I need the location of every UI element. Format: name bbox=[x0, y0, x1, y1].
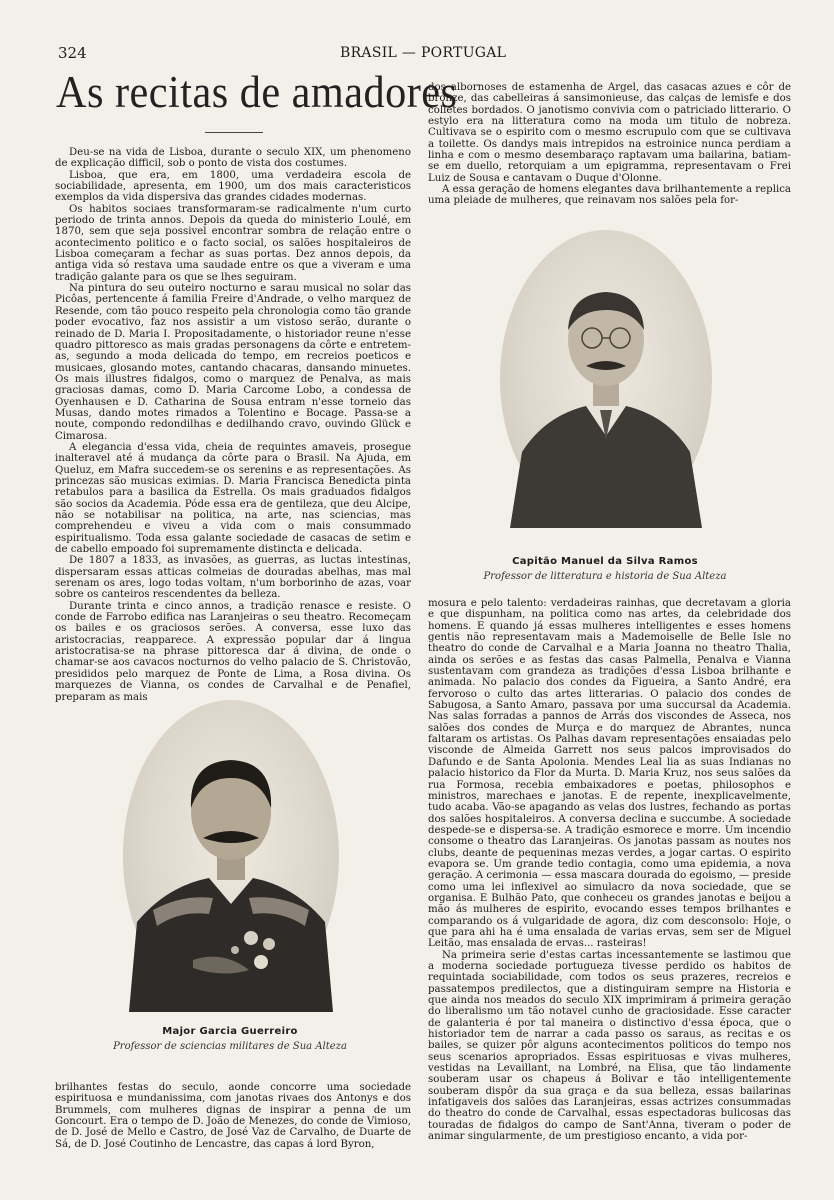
caption-role: Professor de litteratura e historia de Sua Alteza bbox=[483, 571, 727, 582]
text-column-right-top bbox=[428, 82, 791, 205]
portrait-photo-garcia-guerreiro bbox=[123, 700, 339, 1012]
portrait-caption-garcia-guerreiro bbox=[95, 1026, 365, 1052]
paragraph: Deu-se na vida de Lisboa, durante o seculo XIX, um phenomeno de explicação difficil, sob o ponto de vista dos costumes. bbox=[55, 147, 411, 170]
article-title: As recitas de amadores bbox=[56, 67, 458, 117]
text-column-left-bottom bbox=[55, 1082, 411, 1156]
paragraph: Na pintura do seu outeiro nocturno e sarau musical no solar das Picôas, pertencente á familia Freire d'Andrade, o velho marquez de Resende, com tão pouco respeito pela chronologia como tão grande poder evocativo, faz nos assistir a um vistoso serão, durante o reinado de D. Maria I. Propositadamente, o historiador reune n'esse quadro pittoresco as mais gradas personagens da côrte e entretem-as, segundo a moda delicada do tempo, em recreios poeticos e musicaes, glosando motes, cantando chacaras, dansando minuetes. Os mais illustres fidalgos, como o marquez de Penalva, as mais graciosas damas, como D. Maria Carcome Lobo, a condessa de Oyenhausen e D. Catharina de Sousa entram n'esse torneio das Musas, dando motes rimados a Tolentino e Bocage. Passa-se a noute, compondo redondilhas e dedilhando cravo, ouvindo Glück e Cimarosa. bbox=[55, 283, 411, 442]
text-column-left-top bbox=[55, 147, 411, 703]
paragraph: Os habitos sociaes transformaram-se radicalmente n'um curto periodo de trinta annos. Depois da queda do ministerio Loulé, em 1870, sem que seja possivel encontrar sombra de relação entre o acontecimento politico e o facto social, os salões hospitaleiros de Lisboa começaram a fechar as suas portas. Dez annos depois, da antiga vida só restava uma saudade entre os que a viveram e uma tradição galante para os que se lhes seguiram. bbox=[55, 203, 411, 283]
paragraph: A essa geração de homens elegantes dava brilhantemente a replica uma pleiade de mulheres, que reinavam nos salões pela for- bbox=[428, 184, 791, 207]
text-column-right-bottom bbox=[428, 598, 791, 1158]
paragraph: Durante trinta e cinco annos, a tradição renasce e resiste. O conde de Farrobo edifica nas Laranjeiras o seu theatro. Recomeçam os bailes e os graciosos serões. A conversa, esse luxo das aristocracias, reapparece. A expressão popular dar á lingua aristocratisa-se na phrase pittoresca dar á divina, de onde o chamar-se aos cavacos nocturnos do velho palacio de S. Christovão, presididos pelo marquez de Ponte de Lima, a Rosa divina. Os marquezes de Vianna, os condes de Carvalhal e de Penafiel, preparam as mais bbox=[55, 600, 411, 703]
paragraph: mosura e pelo talento: verdadeiras rainhas, que decretavam a gloria e que dispunham, na politica como nas artes, da celebridade dos homens. E quando já essas mulheres intelligentes e esses homens gentis não representavam mais a Mademoiselle de Belle Isle no theatro do conde de Carvalhal e a Maria Joanna no theatro Thalia, ainda os serões e as festas das casas Palmella, Penalva e Vianna sustentavam com grandeza as tradições d'essa Lisboa brilhante e animada. No palacio dos condes da Figueira, a Santo André, era fervoroso o culto das artes litterarias. O palacio dos condes de Sabugosa, a Santo Amaro, passava por uma succursal da Academia. Nas salas forradas a pannos de Arrás dos viscondes de Asseca, nos salões dos condes de Murça e do marquez de Abrantes, nunca faltaram os artistas. Os Palhas davam representações ensaiadas pelo visconde de Almeida Garrett nos seus palcos improvisados do Dafundo e de Santa Apolonia. Mendes Leal lia as suas Indianas no palacio historico da Flor da Murta. D. Maria Kruz, nos seus salões da rua Formosa, recebia embaixadores e poetas, philosophos e ministros, marechaes e janotas. E de repente, inexplicavelmente, tudo acaba. Vão-se apagando as velas dos lustres, fechando as portas dos salões hospitaleiros. A conversa declina e succumbe. A sociedade despede-se e dispersa-se. A tradição esmorece e morre. Um incendio consome o theatro das Laranjeiras. Os janotas passam as noutes nos clubs, deante de pequeninas mezas verdes, a jogar cartas. O espirito evapora se. Um grande tedio contagia, como uma epidemia, a nova geração. A cerimonia — essa mascara dourada do egoismo, — preside como uma lei inflexivel ao simulacro da nova sociedade, que se organisa. E Bulhão Pato, que conheceu os grandes janotas e beijou a mão ás mulheres de espirito, evocando esses tempos brilhantes e comparando os á vulgaridade de agora, diz com desconsolo: Hoje, o que para ahi ha é uma ensalada de varias ervas, sem ser de Miguel Leitão, mas ensalada de ervas... rasteiras! bbox=[428, 598, 791, 950]
paragraph: De 1807 a 1833, as invasões, as guerras, as luctas intestinas, dispersaram essas atticas colmeias de douradas abelhas, mas mal serenam os ares, logo todas voltam, n'um borborinho de azas, voar sobre os canteiros rescendentes da belleza. bbox=[55, 555, 411, 601]
paragraph: brilhantes festas do seculo, aonde concorre uma sociedade espirituosa e mundanissima, com janotas rivaes dos Antonys e dos Brummels, com mulheres dignas de inspirar a penna de um Goncourt. Era o tempo de D. João de Menezes, do conde de Vimioso, de D. José de Mello e Castro, de José Vaz de Carvalho, de Duarte de Sá, de D. José Coutinho de Lencastre, das capas á lord Byron, bbox=[55, 1082, 411, 1150]
portrait-caption-silva-ramos bbox=[470, 556, 740, 582]
paragraph: Lisboa, que era, em 1800, uma verdadeira escola de sociabilidade, apresenta, em 1900, um dos mais caracteristicos exemplos da vida dispersiva das grandes cidades modernas. bbox=[55, 169, 411, 204]
caption-name: Major Garcia Guerreiro bbox=[162, 1026, 298, 1037]
page-number: 324 bbox=[58, 44, 87, 62]
caption-name: Capitão Manuel da Silva Ramos bbox=[512, 556, 698, 567]
running-title: BRASIL — PORTUGAL bbox=[340, 45, 507, 61]
paragraph: dos albornoses de estamenha de Argel, das casacas azues e côr de bronze, das cabelleiras á sansimonieuse, das calças de lemisfe e dos colletes bordados. O janotismo convivia com o patriciado litterario. O estylo era na litteratura como na moda um titulo de nobreza. Cultivava se o espirito com o mesmo escrupulo com que se cultivava a toilette. Os dandys mais intrepidos na estroinice nunca perdiam a linha e com o mesmo desembaraço raptavam uma bailarina, batiam-se em duello, retorquiam a um epigramma, representavam o Frei Luiz de Sousa e cantavam o Duque d'Olonne. bbox=[428, 82, 791, 184]
title-rule bbox=[205, 132, 263, 133]
paragraph: Na primeira serie d'estas cartas incessantemente se lastimou que a moderna sociedade portugueza tivesse perdido os habitos de requintada sociabilidade, com todos os seus prazeres, recreios e passatempos predilectos, que a distinguiram sempre na Historia e que ainda nos meados do seculo XIX imprimiram á primeira geração do liberalismo um tão notavel cunho de graciosidade. Esse caracter de galanteria é por tal maneira o distinctivo d'essa época, que o historiador tem de narrar a cada passo os saraus, as recitas e os bailes, se quizer pôr alguns acontecimentos politicos do tempo nos seus scenarios apropriados. Essas espirituosas e vivas mulheres, vestidas na Levaillant, na Lombré, na Elisa, que tão lindamente souberam usar os chapeus á Bolivar e tão intelligentemente souberam dispôr da sua graça e da sua belleza, essas bailarinas infatigaveis dos salões das Laranjeiras, essas actrizes consummadas do theatro do conde de Carvalhal, essas espectadoras bulicosas das touradas de fidalgos do campo de Sant'Anna, tiveram o poder de animar singularmente, de um prestigioso encanto, a vida por- bbox=[428, 949, 791, 1143]
caption-role: Professor de sciencias militares de Sua Alteza bbox=[113, 1041, 347, 1052]
portrait-photo-silva-ramos bbox=[500, 230, 712, 528]
paragraph: A elegancia d'essa vida, cheia de requintes amaveis, prosegue inalteravel até á mudança da côrte para o Brasil. Na Ajuda, em Queluz, em Mafra succedem-se os serenins e as representações. As princezas são musicas eximias. D. Maria Francisca Benedicta pinta retabulos para a basilica da Estrella. Os mais graduados fidalgos são socios da Academia. Póde essa era de gentileza, que deu Alcipe, não se notabilisar na politica, na arte, nas sciencias, mas comprehendeu e viveu a vida com o mais consummado espiritualismo. Toda essa galante sociedade de casacas de setim e de cabello empoado foi supremamente distincta e delicada. bbox=[55, 441, 411, 556]
